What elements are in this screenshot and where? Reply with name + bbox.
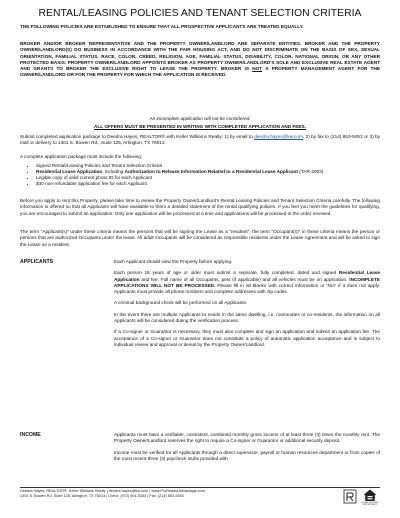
applicants-section	[114, 259, 380, 348]
intro-block	[20, 24, 380, 30]
submit-paragraph	[20, 134, 380, 147]
term-paragraph: The term "Applicant(s)" under these criteria means the persons that will be signing the Lease as a "resident", the term "Occupant(s)" in these criteria means the person or persons that are authorized Occupants under the lease. All adult Occupants will be considered as responsible residents under the Lease Agreement and will be asked to sign the Lease as a resident.	[20, 229, 380, 247]
list-item: • $30 non-refundable application fee for each Applicant	[36, 181, 380, 187]
submit-text-2: , 2) by fax to (214) 853-9453 or 3) by mail or delivery to 1301 S. Bowen Rd., Suite 125, Arlington, TX 76013.	[20, 134, 381, 146]
submit-email-link[interactable]: deedra.hayes@kw.com	[254, 134, 303, 139]
applicants-p3: A criminal background check will be performed on all Applicants.	[114, 300, 248, 306]
footer-line-2: 1301 S. Bowen Rd. Suite 125, Arlington, TX 76013 | Direct: (972) 891-9253 | Fax: (214) 853-9453	[20, 494, 184, 498]
broker-text-1: BROKER AND/OR BROKER REPRESENTATIVE AND THE PROPERTY OWNER/LANDLORD ARE SEPARATE ENTITIES. BROKER AND THE PROPERTY OWNER/LANDLORD(S) DO BUSINESS IN ACCORDANCE WITH THE FAIR HOUSING ACT, AND DO NOT DISCRIMINATE ON THE BASIS OF SEX, SEXUAL ORIENTATION, FAMILIAL STATUS, RACE, COLOR, CREED, RELIGION, AGE, FAMILIAL STATUS, DISABILITY, COLOR, NATIONAL ORIGIN, OR ANY OTHER PROTECTED BASIS. PROPERTY OWNER/LANDLORD APPOINTS BROKER AS PROPERTY OWNER/LANDLORD'S SOLE AND EXCLUSIVE REAL ESTATE AGENT AND GRANTS TO BROKER THE EXCLUSIVE RIGHT TO LEASE THE PROPERTY. BROKER IS	[20, 41, 380, 72]
applicants-p2: Each person 18 years of age or older must submit a separate, fully completed, dated and signed Residential Lease Application and fee. Full name of all Occupants, pets (if applicable) and all vehicles must be on application. INCOMPLETE APPLICATIONS WILL NOT BE PROCESSED. Please fill in all blanks with correct information or 'N/A' if it does not apply. Applicants must provide all phone numbers and complete addresses with zip codes.	[114, 270, 380, 295]
incomplete-note-block	[20, 116, 380, 122]
package-intro: A complete application package must include the following:	[20, 154, 143, 159]
before-apply-block	[20, 198, 380, 217]
income-p2: Income must be verified for all Applicants through a direct supervisor, payroll or human resources department or from copies of the most recent three (3) paycheck stubs provided with	[114, 449, 380, 461]
incomplete-note: An incomplete application will not be considered.	[149, 116, 251, 121]
package-list-block	[20, 163, 380, 187]
applicants-p1: Each Applicant should view the Property before applying.	[114, 259, 233, 264]
footer-email[interactable]: deedra.hayes@kw.com	[108, 489, 149, 493]
equal-housing-caption: EQUAL HOUSING OPPORTUNITY	[361, 502, 379, 507]
list-item: • Legible copy of valid current photo ID for each Applicant	[36, 175, 380, 181]
applicants-p5: If a Co-signer or Guarantor is necessary, they must also complete and sign an application and submit an application fee. The acceptance of a Co-signer or Guarantor does not constitute a policy of automatic application acceptance and is subject to individual review and approval or denial by the Property Owner/Landlord.	[114, 329, 380, 347]
broker-block	[20, 41, 380, 79]
income-label: INCOME	[20, 432, 41, 438]
package-block	[20, 154, 380, 160]
list-item: • Signed Rental/Leasing Policies and Tenant Selection Criteria	[36, 163, 380, 169]
all-offers-block	[20, 124, 380, 130]
income-section	[114, 432, 380, 462]
footer-website[interactable]: www.ProRealtorAdvantage.com	[151, 489, 205, 493]
broker-text-not: NOT	[252, 66, 263, 72]
before-apply-paragraph: Before you apply to rent this Property, please take time to review the Property Owner/Landlord's Rental Leasing Policies and Tenant Selection Criteria carefully. The following information is offered so that all Applicants will have available to them a detailed statement of the rental qualifying policies. If you feel you meet the guidelines for qualifying, you are encouraged to submit an application. Only one application will be processed at a time and applications will be processed in the order received.	[20, 198, 380, 216]
footer-divider	[20, 487, 380, 488]
document-title: RENTAL/LEASING POLICIES AND TENANT SELECTION CRITERIA	[38, 8, 362, 19]
submit-block	[20, 134, 380, 147]
list-item: • Residential Lease Application, including Authorization to Release Information Related to a Residential Lease Applicant (TAR-2003)	[36, 169, 380, 175]
broker-paragraph	[20, 41, 380, 79]
intro-text: THE FOLLOWING POLICIES ARE ESTABLISHED TO ENSURE THAT ALL PROSPECTIVE APPLICANTS ARE TREATED EQUALLY.	[20, 24, 304, 29]
submit-text-1: Submit completed application package to Deedra Hayes, REALTOR® with Keller Williams Realty: 1) by email to	[20, 134, 255, 139]
applicants-label: APPLICANTS	[20, 259, 54, 265]
income-p1: Applicants must have a verifiable, consistent, combined monthly gross income of at least three (3) times the monthly rent. The Property Owner/Landlord reserves the right to require a Co-signer or Guarantor or additional security deposit.	[114, 432, 380, 444]
applicants-p4: In the event there are multiple Applicants to reside in the same dwelling, i.e. roommates or co-residents, the information on all Applicants will be considered during the verification process.	[114, 311, 380, 324]
term-block	[20, 229, 380, 248]
broker-text-2: A PROPERTY MANAGEMENT AGENT FOR THE OWNER/LANDLORD OR FOR THE PROPERTY FOR WHICH THE APPLICATION IS RECEIVED.	[20, 66, 380, 78]
footer-line-1: Deedra Hayes, REALTOR®, Keller Williams Realty | deedra.hayes@kw.com | www.ProRealtorAdvantage.com	[20, 489, 205, 493]
footer	[20, 489, 340, 499]
footer-logos	[342, 488, 380, 506]
package-list	[20, 163, 380, 187]
all-offers-text: ALL OFFERS MUST BE PRESENTED IN WRITING WITH COMPLETED APPLICATION AND FEES.	[94, 124, 306, 129]
